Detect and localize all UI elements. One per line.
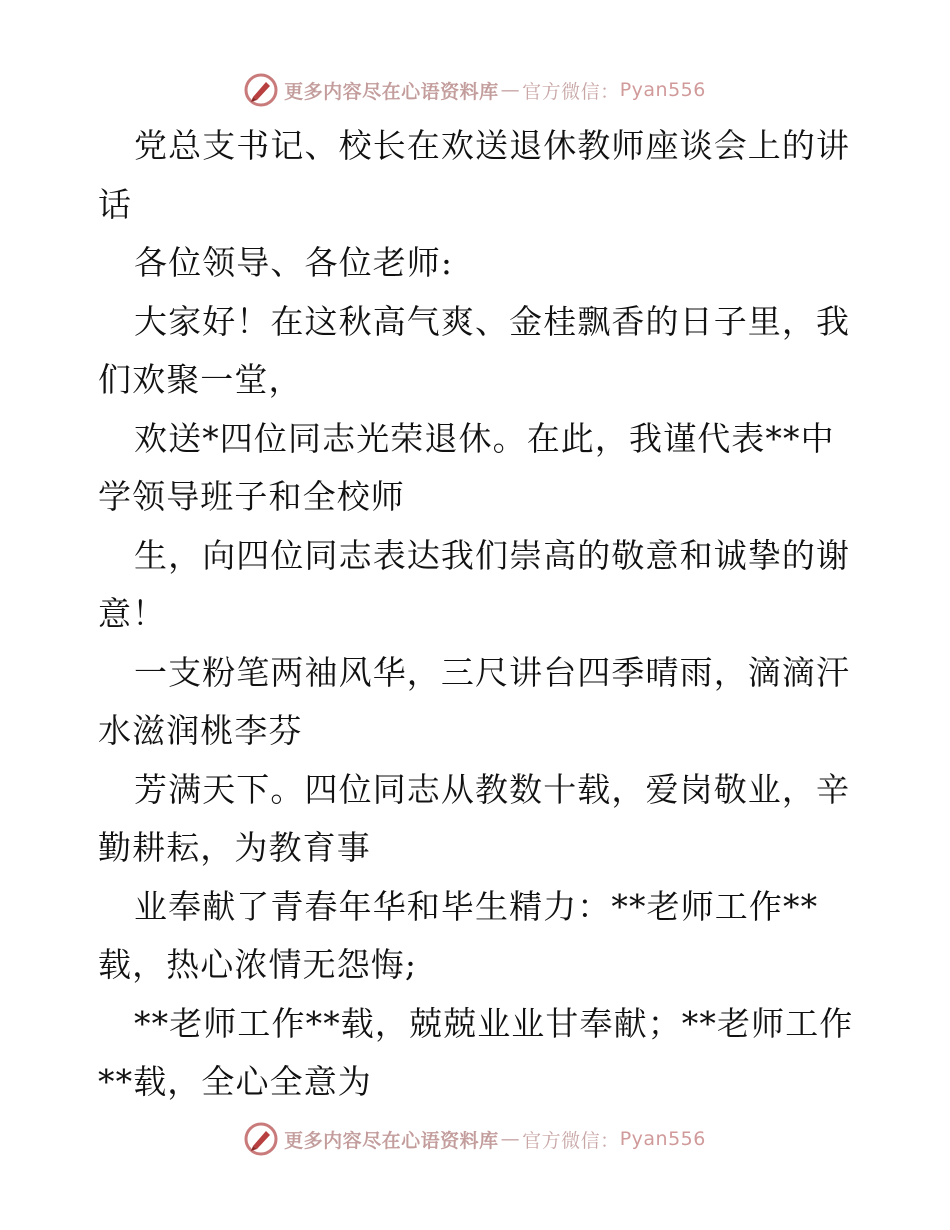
paragraph: 业奉献了青春年华和毕生精力：**老师工作**载，热心浓情无怨悔; xyxy=(98,886,819,984)
watermark-main-text: 更多内容尽在心语资料库 xyxy=(284,1129,499,1152)
paragraph: 芳满天下。四位同志从教数十载，爱岗敬业，辛勤耕耘，为教育事 xyxy=(98,769,851,867)
pen-logo-icon xyxy=(244,1122,278,1156)
watermark-separator: — xyxy=(500,79,521,101)
watermark-wechat-id: Pyan556 xyxy=(619,1128,706,1150)
paragraph: 生，向四位同志表达我们崇高的敬意和诚挚的谢意！ xyxy=(98,535,851,633)
pen-logo-icon xyxy=(244,73,278,107)
paragraph-salutation: 各位领导、各位老师: xyxy=(134,243,454,282)
footer-watermark xyxy=(0,1119,950,1159)
header-watermark xyxy=(0,70,950,110)
watermark-wechat-label: 官方微信： xyxy=(522,80,620,103)
watermark-main-text: 更多内容尽在心语资料库 xyxy=(284,80,499,103)
paragraph: 一支粉笔两袖风华，三尺讲台四季晴雨，滴滴汗水滋润桃李芬 xyxy=(98,652,851,750)
watermark-wechat-id: Pyan556 xyxy=(619,79,706,101)
paragraph: 大家好！在这秋高气爽、金桂飘香的日子里，我们欢聚一堂， xyxy=(98,301,851,399)
document-body xyxy=(98,117,858,1112)
paragraph-title: 党总支书记、校长在欢送退休教师座谈会上的讲话 xyxy=(98,126,851,224)
watermark-wechat-label: 官方微信： xyxy=(522,1129,620,1152)
watermark-separator: — xyxy=(500,1128,521,1150)
paragraph: 欢送*四位同志光荣退休。在此，我谨代表**中学领导班子和全校师 xyxy=(98,418,835,516)
paragraph: **老师工作**载，兢兢业业甘奉献；**老师工作**载，全心全意为 xyxy=(98,1003,854,1101)
